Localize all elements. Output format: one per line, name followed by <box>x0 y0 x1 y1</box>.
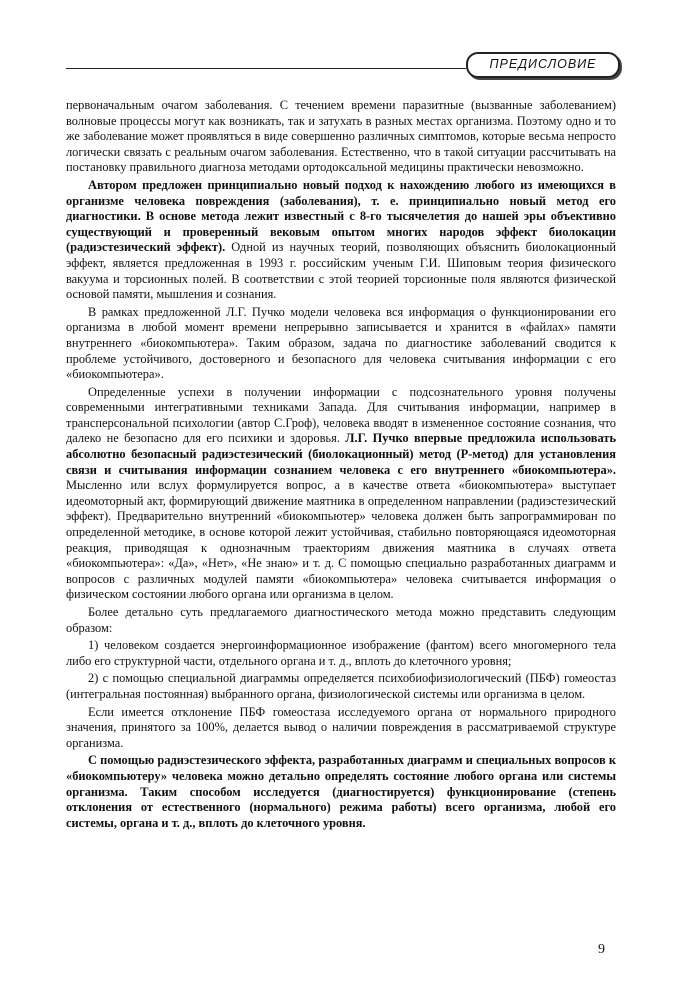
page-number: 9 <box>598 942 605 957</box>
paragraph-9-bold: С помощью радиэстезического эффекта, разработанных диаграмм и специальных вопросов к «биокомпьютеру» человека можно детально определять состояние любого органа или системы организма. Таким способом исследуется (диагностируется) функционирование (степень отклонения от естественного (нормального) режима работы) всего организма, любой его системы, органа и т. д., вплоть до клеточного уровня. <box>66 753 616 830</box>
paragraph-2-bold: Автором предложен принципиально новый подход к нахождению любого из имеющихся в организме человека повреждения (заболевания), т. е. принципиально новый метод его диагностики. В основе метода лежит известный с 8-го тысячелетия до нашей эры объективно существующий и проверенный вековым опытом многих народов эффект биолокации (радиэстезический эффект). <box>66 177 616 255</box>
paragraph-4-start: Определенные успехи в получении информации с подсознательного уровня получены современными интегративными техниками Запада. Для считывания информации, например в трансперсональной психологии (автор С.Гроф), человека вводят в измененное состояние сознания, что далеко не безопасно для его психики и здоровья. <box>66 384 616 446</box>
paragraph-8: Если имеется отклонение ПБФ гомеостаза исследуемого органа от нормального природного значения, принятого за 100%, делается вывод о наличии повреждения в рассматриваемой структуре организма. <box>66 704 616 750</box>
paragraph-2-rest: Одной из научных теорий, позволяющих объяснить биолокационный эффект, является предложенная в 1993 г. российским ученым Г.И. Шиповым теория физического вакуума и торсионных полей. В соответствии с этой теорией торсионные поля являются физической основой памяти, мышления и сознания. <box>66 240 616 302</box>
paragraph-3: В рамках предложенной Л.Г. Пучко модели человека вся информация о функционировании его организма в любой момент времени непрерывно записывается и хранится в «файлах» памяти внутреннего «биокомпьютера». Таким образом, задача по диагностике заболеваний сводится к проблеме устойчивого, достоверного и безопасного для человека считывания информации с его «биокомпьютера». <box>66 304 616 382</box>
section-title: ПРЕДИСЛОВИЕ <box>489 57 597 71</box>
paragraph-6: 1) человеком создается энергоинформационное изображение (фантом) всего многомерного тела либо его структурной части, отдельного органа и т. д., вплоть до клеточного уровня; <box>66 638 616 668</box>
paragraph-2 <box>66 178 616 303</box>
body-text <box>66 98 616 833</box>
section-header-tab <box>466 52 620 78</box>
paragraph-9 <box>66 753 616 831</box>
paragraph-4-rest: Мысленно или вслух формулируется вопрос, а в качестве ответа «биокомпьютера» выступает идеомоторный акт, формирующий движение маятника в определенном направлении (радиэстезический эффект). Предварительно внутренний «биокомпьютер» человека должен быть запрограммирован по определенной методике, в основе которой лежит устойчивая, стабильно повторяющаяся идеомоторная реакция, приводящая к однозначным траекториям движения маятника в случаях ответа «биокомпьютера»: «Да», «Нет», «Не знаю» и т. д. С помощью специально разработанных диаграмм и вопросов с различных модулей памяти «биокомпьютера» человека считывается информация о физическом состоянии любого органа или организма в целом. <box>66 478 616 602</box>
paragraph-5: Более детально суть предлагаемого диагностического метода можно представить следующим образом: <box>66 605 616 635</box>
paragraph-1: первоначальным очагом заболевания. С течением времени паразитные (вызванные заболеванием) волновые процессы могут как возникать, так и затухать в разных местах организма. Поэтому одно и то же заболевание может проявляться в виде совершенно различных симптомов, которые весьма непросто логически связать с реальным очагом заболевания. Естественно, что в такой ситуации рассчитывать на постановку правильного диагноза методами ортодоксальной медицины практически невозможно. <box>66 98 616 175</box>
paragraph-4-bold: Л.Г. Пучко впервые предложила использовать абсолютно безопасный радиэстезический (биолокационный) метод (Р-метод) для установления связи и считывания информации сознанием человека с его внутреннего «биокомпьютера». <box>66 431 617 477</box>
paragraph-4 <box>66 385 616 603</box>
paragraph-7: 2) с помощью специальной диаграммы определяется психобиофизиологический (ПБФ) гомеостаз (интегральная постоянная) выбранного органа, физиологической системы или организма в целом. <box>66 671 616 701</box>
header-rule <box>66 68 466 69</box>
